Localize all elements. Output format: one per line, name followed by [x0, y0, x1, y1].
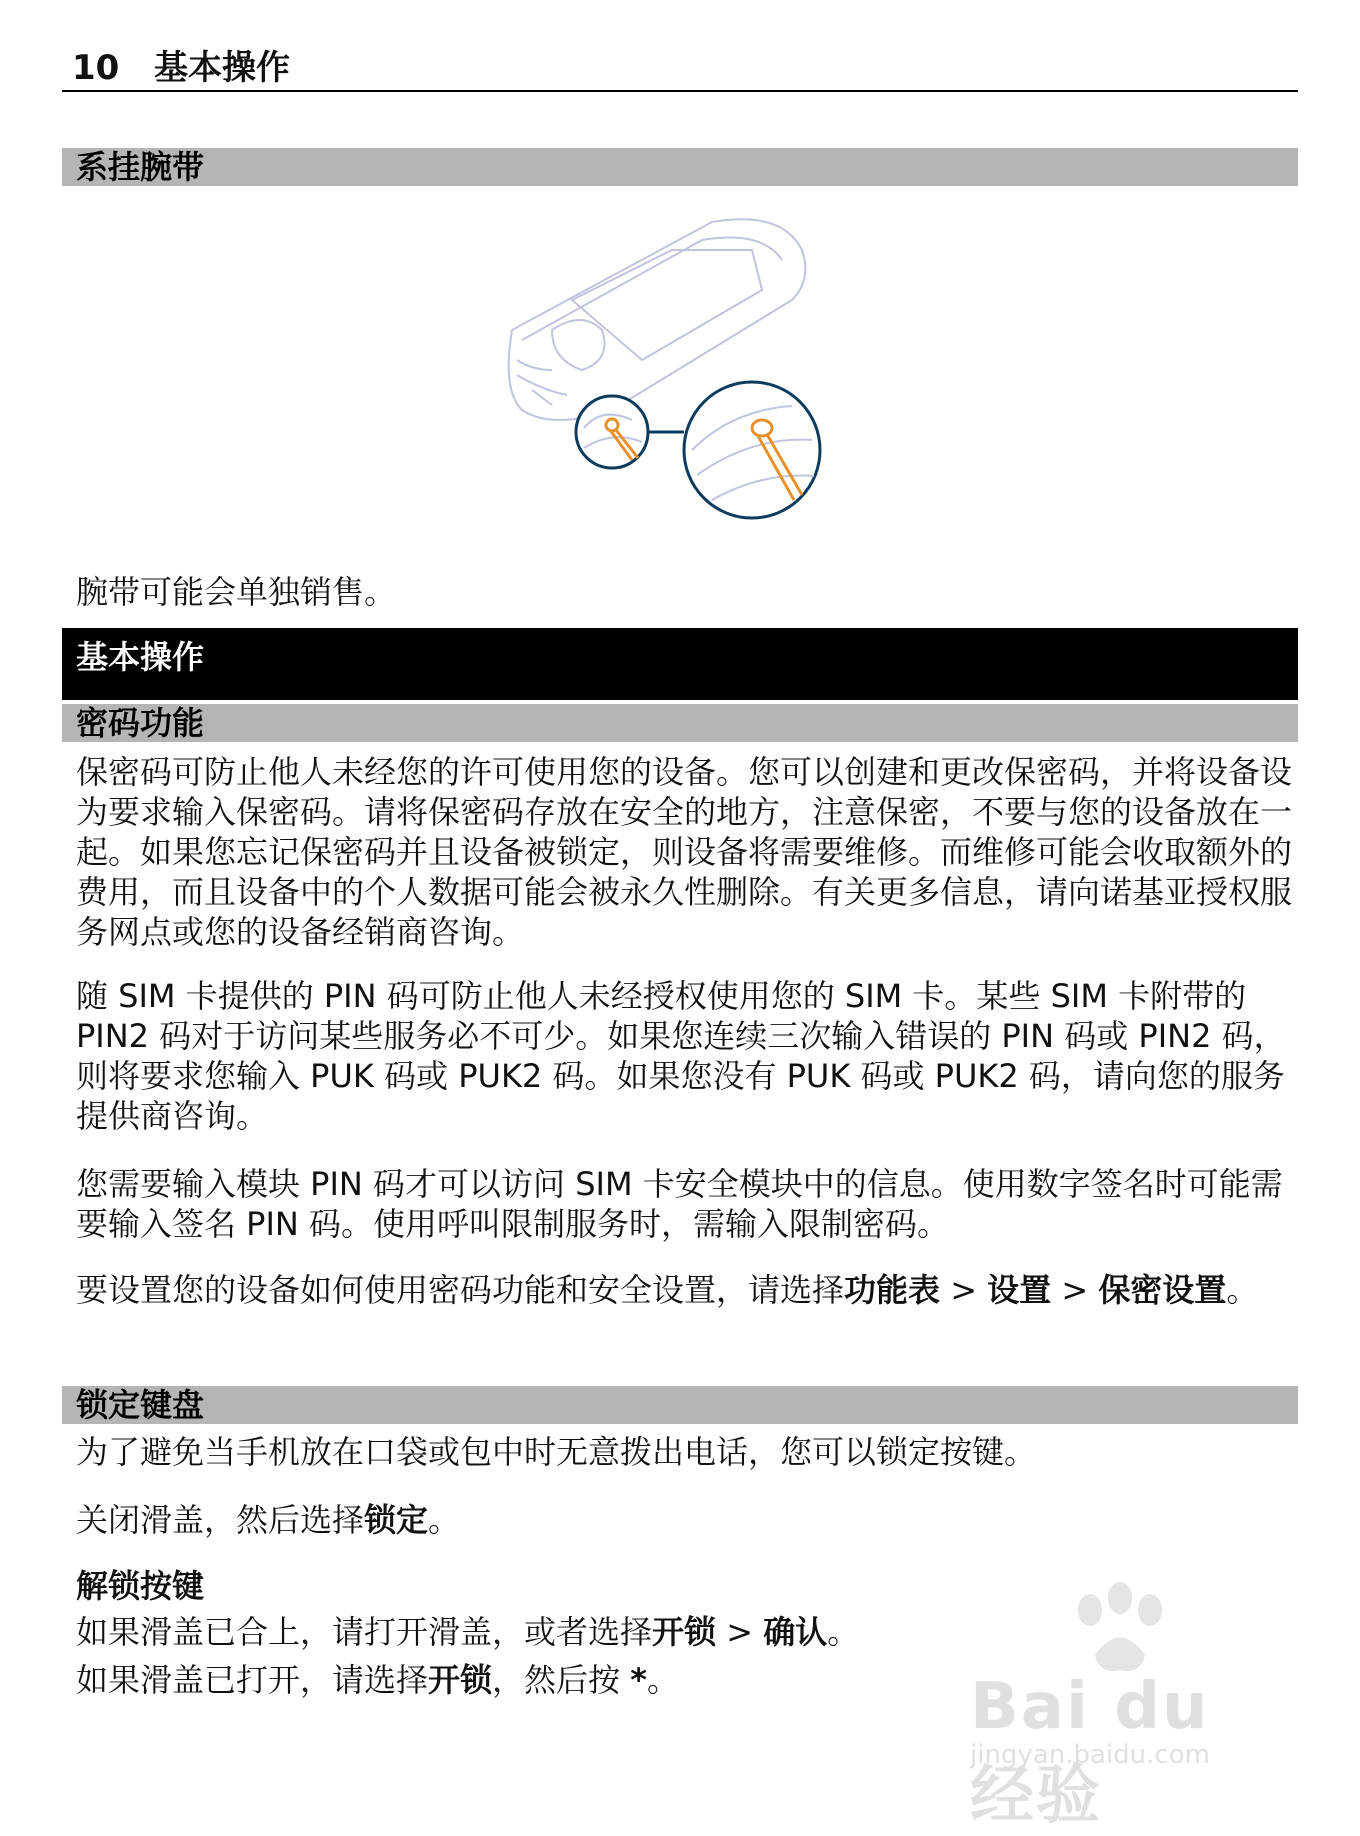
command-unlock: 开锁 [428, 1661, 493, 1699]
running-header [62, 46, 1298, 92]
passcode-para-1: 保密码可防止他人未经您的许可使用您的设备。您可以创建和更改保密码，并将设备设为要求输入保密码。请将保密码存放在安全的地方，注意保密，不要与您的设备放在一起。如果您忘记保密码并且设备被锁定，则设备将需要维修。而维修可能会收取额外的费用，而且设备中的个人数据可能会被永久性删除。有关更多信息，请向诺基亚授权服务网点或您的设备经销商咨询。 [76, 753, 1293, 951]
wrist-strap-illustration [492, 210, 942, 550]
keylock-para-2-text: 关闭滑盖，然后选择 [76, 1501, 365, 1539]
menu-path-settings: 设置 [987, 1271, 1052, 1309]
unlock-line-1-text: 如果滑盖已合上，请打开滑盖，或者选择 [76, 1613, 653, 1651]
watermark-url: jingyan.baidu.com [970, 1740, 1210, 1770]
keylock-para-2 [76, 1500, 1298, 1540]
menu-path-security-settings: 保密设置 [1098, 1271, 1227, 1309]
strap-section-heading: 系挂腕带 [62, 148, 1298, 186]
unlock-line-2-text: 如果滑盖已打开，请选择 [76, 1661, 429, 1699]
star-key: * [630, 1661, 647, 1699]
keylock-para-2-end: 。 [428, 1501, 461, 1539]
passcode-para-3: 您需要输入模块 PIN 码才可以访问 SIM 卡安全模块中的信息。使用数字签名时可能需要输入签名 PIN 码。使用呼叫限制服务时，需输入限制密码。 [76, 1165, 1283, 1243]
passcode-para-4 [76, 1270, 1298, 1310]
passcode-para-4-text: 要设置您的设备如何使用密码功能和安全设置，请选择 [76, 1271, 845, 1309]
header-title: 基本操作 [154, 48, 290, 88]
unlock-keys-subheading: 解锁按键 [76, 1567, 205, 1605]
basic-operations-heading: 基本操作 [62, 628, 1298, 700]
command-unlock: 开锁 [652, 1613, 717, 1651]
keylock-section-heading: 锁定键盘 [62, 1386, 1298, 1424]
detail-circle-large [684, 382, 820, 518]
passcode-para-4-end: 。 [1226, 1271, 1259, 1309]
command-lock: 锁定 [364, 1501, 429, 1539]
command-confirm: 确认 [763, 1613, 828, 1651]
keylock-para-1: 为了避免当手机放在口袋或包中时无意拨出电话，您可以锁定按键。 [76, 1433, 1037, 1471]
watermark-logo: Bai du 经验 [970, 1670, 1210, 1833]
page-number: 10 [72, 48, 120, 88]
menu-separator: > [716, 1613, 764, 1651]
passcode-para-2: 随 SIM 卡提供的 PIN 码可防止他人未经授权使用您的 SIM 卡。某些 SIM 卡附带的 PIN2 码对于访问某些服务必不可少。如果您连续三次输入错误的 PIN 码或 PIN2 码，则将要求您输入 PUK 码或 PUK2 码。如果您没有 PUK 码或 PUK2 码，请向您的服务提供商咨询。 [76, 977, 1286, 1135]
menu-separator: > [1051, 1271, 1099, 1309]
unlock-line-1-end: 。 [827, 1613, 860, 1651]
unlock-line-2-end: 。 [646, 1661, 679, 1699]
passcode-section-heading: 密码功能 [62, 704, 1298, 742]
baidu-watermark [960, 1580, 1290, 1833]
menu-path-menu: 功能表 [844, 1271, 941, 1309]
unlock-line-2-mid: ，然后按 [492, 1661, 631, 1699]
strap-note: 腕带可能会单独销售。 [76, 573, 397, 611]
menu-separator: > [940, 1271, 988, 1309]
paw-icon [1060, 1580, 1180, 1680]
